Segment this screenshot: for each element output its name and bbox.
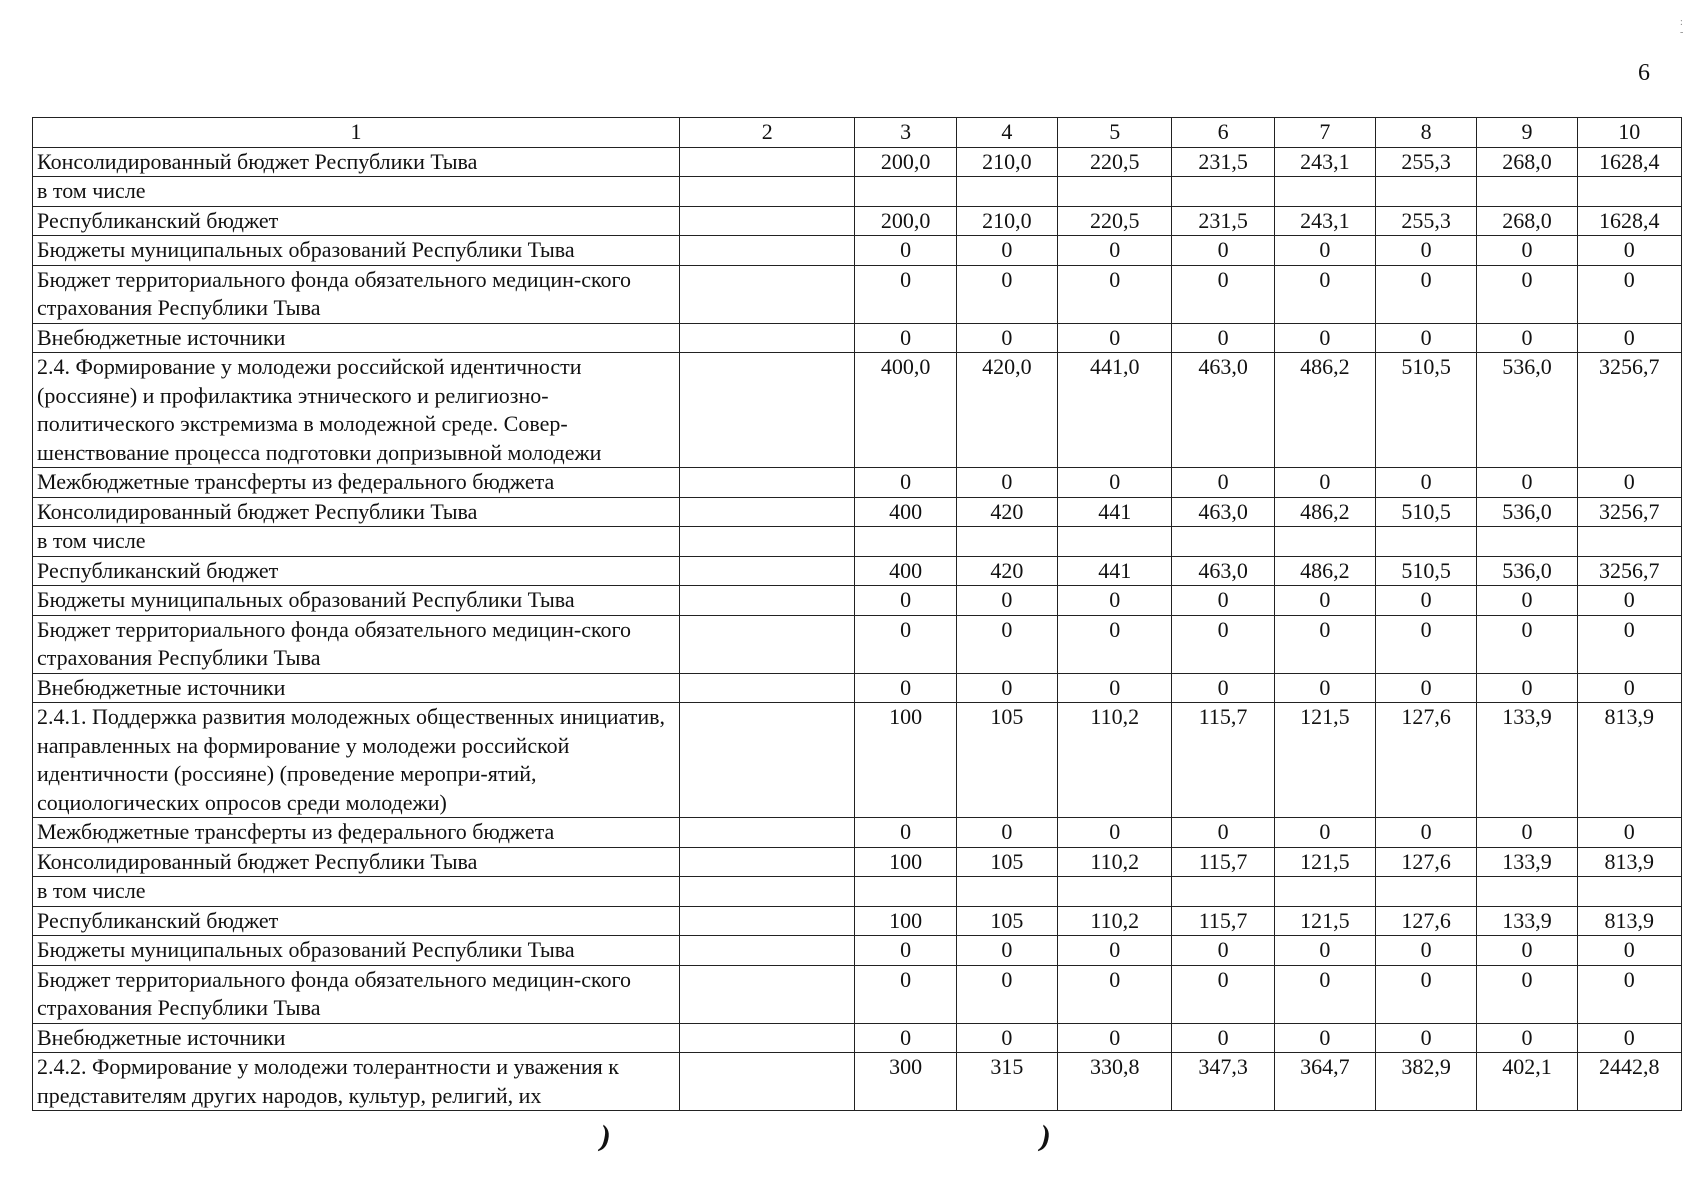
value-cell: 300 xyxy=(855,1053,956,1111)
value-cell: 0 xyxy=(1376,965,1477,1023)
value-cell: 0 xyxy=(1577,818,1681,848)
budget-table xyxy=(32,117,1682,1111)
value-cell: 0 xyxy=(1058,1023,1172,1053)
value-cell: 2442,8 xyxy=(1577,1053,1681,1111)
row-label: в том числе xyxy=(33,527,680,557)
value-cell xyxy=(1477,177,1577,207)
value-cell xyxy=(1376,877,1477,907)
executor-cell xyxy=(679,236,855,266)
header-cell: 9 xyxy=(1477,118,1577,148)
value-cell: 115,7 xyxy=(1172,703,1274,818)
value-cell: 0 xyxy=(1477,1023,1577,1053)
scan-mark-right: ) xyxy=(1036,1119,1054,1154)
header-cell: 8 xyxy=(1376,118,1477,148)
value-cell: 115,7 xyxy=(1172,906,1274,936)
header-cell: 1 xyxy=(33,118,680,148)
value-cell: 0 xyxy=(1274,236,1375,266)
value-cell: 0 xyxy=(1477,586,1577,616)
row-label: Консолидированный бюджет Республики Тыва xyxy=(33,147,680,177)
value-cell: 0 xyxy=(1172,236,1274,266)
table-row xyxy=(33,265,1682,323)
value-cell: 441 xyxy=(1058,497,1172,527)
table-row xyxy=(33,877,1682,907)
row-label: в том числе xyxy=(33,177,680,207)
table-row xyxy=(33,818,1682,848)
value-cell: 0 xyxy=(956,586,1057,616)
value-cell: 0 xyxy=(1577,468,1681,498)
value-cell: 0 xyxy=(1058,673,1172,703)
value-cell: 0 xyxy=(1577,323,1681,353)
value-cell: 133,9 xyxy=(1477,906,1577,936)
executor-cell xyxy=(679,468,855,498)
value-cell xyxy=(1274,177,1375,207)
value-cell: 0 xyxy=(1376,468,1477,498)
executor-cell xyxy=(679,323,855,353)
value-cell: 813,9 xyxy=(1577,906,1681,936)
value-cell: 402,1 xyxy=(1477,1053,1577,1111)
row-label: Бюджеты муниципальных образований Республики Тыва xyxy=(33,236,680,266)
header-cell: 2 xyxy=(679,118,855,148)
value-cell: 127,6 xyxy=(1376,906,1477,936)
row-label: Бюджет территориального фонда обязательного медицин-ского страхования Республики Тыва xyxy=(33,265,680,323)
value-cell: 0 xyxy=(855,615,956,673)
table-row xyxy=(33,147,1682,177)
value-cell: 115,7 xyxy=(1172,847,1274,877)
page-number: 6 xyxy=(1638,60,1650,86)
value-cell: 315 xyxy=(956,1053,1057,1111)
value-cell xyxy=(1172,177,1274,207)
value-cell xyxy=(1274,527,1375,557)
value-cell: 0 xyxy=(1274,673,1375,703)
value-cell: 420,0 xyxy=(956,353,1057,468)
scan-mark-left: ) xyxy=(596,1119,614,1154)
value-cell: 0 xyxy=(1577,965,1681,1023)
value-cell: 231,5 xyxy=(1172,206,1274,236)
executor-cell xyxy=(679,703,855,818)
value-cell: 0 xyxy=(855,936,956,966)
header-cell: 10 xyxy=(1577,118,1681,148)
value-cell: 0 xyxy=(956,323,1057,353)
table-row xyxy=(33,673,1682,703)
value-cell: 0 xyxy=(1172,818,1274,848)
value-cell: 0 xyxy=(1477,236,1577,266)
value-cell: 0 xyxy=(1172,323,1274,353)
table-row xyxy=(33,177,1682,207)
value-cell: 0 xyxy=(1172,265,1274,323)
value-cell: 0 xyxy=(1376,673,1477,703)
value-cell xyxy=(1274,877,1375,907)
value-cell: 0 xyxy=(1376,1023,1477,1053)
value-cell xyxy=(1376,177,1477,207)
executor-cell xyxy=(679,527,855,557)
table-row xyxy=(33,468,1682,498)
value-cell xyxy=(956,527,1057,557)
value-cell: 255,3 xyxy=(1376,206,1477,236)
row-label: Внебюджетные источники xyxy=(33,323,680,353)
value-cell: 220,5 xyxy=(1058,206,1172,236)
value-cell: 200,0 xyxy=(855,206,956,236)
value-cell: 0 xyxy=(1274,586,1375,616)
value-cell: 3256,7 xyxy=(1577,497,1681,527)
value-cell: 813,9 xyxy=(1577,703,1681,818)
value-cell: 441,0 xyxy=(1058,353,1172,468)
value-cell xyxy=(956,177,1057,207)
value-cell: 510,5 xyxy=(1376,556,1477,586)
value-cell: 121,5 xyxy=(1274,906,1375,936)
value-cell: 0 xyxy=(1274,615,1375,673)
value-cell: 220,5 xyxy=(1058,147,1172,177)
value-cell: 0 xyxy=(956,615,1057,673)
table-row xyxy=(33,556,1682,586)
value-cell: 0 xyxy=(1376,615,1477,673)
executor-cell xyxy=(679,847,855,877)
value-cell: 0 xyxy=(855,236,956,266)
value-cell: 536,0 xyxy=(1477,497,1577,527)
value-cell: 486,2 xyxy=(1274,497,1375,527)
executor-cell xyxy=(679,673,855,703)
value-cell xyxy=(855,527,956,557)
header-row xyxy=(33,118,1682,148)
value-cell: 536,0 xyxy=(1477,353,1577,468)
value-cell: 0 xyxy=(1376,265,1477,323)
table-row xyxy=(33,1023,1682,1053)
table-row xyxy=(33,615,1682,673)
value-cell: 0 xyxy=(1058,586,1172,616)
value-cell: 510,5 xyxy=(1376,497,1477,527)
row-label: Бюджеты муниципальных образований Республики Тыва xyxy=(33,936,680,966)
value-cell: 1628,4 xyxy=(1577,206,1681,236)
header-cell: 4 xyxy=(956,118,1057,148)
value-cell xyxy=(1376,527,1477,557)
value-cell: 121,5 xyxy=(1274,703,1375,818)
value-cell: 0 xyxy=(1577,615,1681,673)
value-cell: 0 xyxy=(1058,936,1172,966)
value-cell: 0 xyxy=(956,673,1057,703)
value-cell xyxy=(1058,877,1172,907)
row-label: Бюджет территориального фонда обязательного медицин-ского страхования Республики Тыва xyxy=(33,965,680,1023)
value-cell: 255,3 xyxy=(1376,147,1477,177)
value-cell: 0 xyxy=(1058,468,1172,498)
value-cell: 0 xyxy=(1172,468,1274,498)
value-cell: 0 xyxy=(1577,936,1681,966)
table-row xyxy=(33,353,1682,468)
value-cell: 0 xyxy=(956,936,1057,966)
value-cell xyxy=(1172,527,1274,557)
value-cell: 0 xyxy=(1058,236,1172,266)
value-cell: 0 xyxy=(1172,1023,1274,1053)
value-cell: 0 xyxy=(1376,323,1477,353)
value-cell: 105 xyxy=(956,906,1057,936)
executor-cell xyxy=(679,1053,855,1111)
value-cell: 3256,7 xyxy=(1577,353,1681,468)
value-cell: 0 xyxy=(1477,265,1577,323)
row-label: Бюджеты муниципальных образований Республики Тыва xyxy=(33,586,680,616)
value-cell: 400 xyxy=(855,556,956,586)
value-cell: 0 xyxy=(956,265,1057,323)
value-cell: 400 xyxy=(855,497,956,527)
value-cell: 110,2 xyxy=(1058,906,1172,936)
value-cell: 0 xyxy=(1058,818,1172,848)
table-row xyxy=(33,703,1682,818)
table-row xyxy=(33,323,1682,353)
row-label: в том числе xyxy=(33,877,680,907)
value-cell: 0 xyxy=(956,965,1057,1023)
value-cell xyxy=(1577,177,1681,207)
value-cell: 0 xyxy=(1376,936,1477,966)
table-row xyxy=(33,906,1682,936)
value-cell: 347,3 xyxy=(1172,1053,1274,1111)
value-cell: 330,8 xyxy=(1058,1053,1172,1111)
value-cell: 0 xyxy=(956,818,1057,848)
value-cell: 231,5 xyxy=(1172,147,1274,177)
value-cell: 133,9 xyxy=(1477,847,1577,877)
value-cell: 0 xyxy=(1274,936,1375,966)
value-cell xyxy=(855,177,956,207)
value-cell: 0 xyxy=(1172,965,1274,1023)
header-cell: 3 xyxy=(855,118,956,148)
table-row xyxy=(33,936,1682,966)
value-cell: 0 xyxy=(1477,818,1577,848)
executor-cell xyxy=(679,615,855,673)
table-row xyxy=(33,965,1682,1023)
value-cell: 0 xyxy=(855,323,956,353)
executor-cell xyxy=(679,497,855,527)
value-cell: 133,9 xyxy=(1477,703,1577,818)
value-cell: 0 xyxy=(1058,965,1172,1023)
value-cell: 243,1 xyxy=(1274,147,1375,177)
value-cell xyxy=(855,877,956,907)
row-label: Республиканский бюджет xyxy=(33,206,680,236)
value-cell: 0 xyxy=(1577,265,1681,323)
value-cell: 0 xyxy=(1376,236,1477,266)
row-label: Консолидированный бюджет Республики Тыва xyxy=(33,847,680,877)
header-cell: 6 xyxy=(1172,118,1274,148)
value-cell: 0 xyxy=(1058,615,1172,673)
executor-cell xyxy=(679,556,855,586)
row-label: Внебюджетные источники xyxy=(33,673,680,703)
value-cell: 441 xyxy=(1058,556,1172,586)
value-cell: 200,0 xyxy=(855,147,956,177)
value-cell: 210,0 xyxy=(956,206,1057,236)
value-cell: 0 xyxy=(1477,965,1577,1023)
table-row xyxy=(33,236,1682,266)
header-cell: 7 xyxy=(1274,118,1375,148)
value-cell: 0 xyxy=(1172,615,1274,673)
header-cell: 5 xyxy=(1058,118,1172,148)
value-cell: 0 xyxy=(1477,323,1577,353)
value-cell: 110,2 xyxy=(1058,847,1172,877)
row-label: Межбюджетные трансферты из федерального бюджета xyxy=(33,818,680,848)
value-cell: 210,0 xyxy=(956,147,1057,177)
row-label: Консолидированный бюджет Республики Тыва xyxy=(33,497,680,527)
table-row xyxy=(33,527,1682,557)
executor-cell xyxy=(679,206,855,236)
value-cell: 420 xyxy=(956,497,1057,527)
value-cell: 268,0 xyxy=(1477,206,1577,236)
value-cell: 486,2 xyxy=(1274,556,1375,586)
value-cell: 0 xyxy=(1477,468,1577,498)
value-cell: 127,6 xyxy=(1376,847,1477,877)
executor-cell xyxy=(679,936,855,966)
value-cell: 105 xyxy=(956,847,1057,877)
executor-cell xyxy=(679,877,855,907)
table-row xyxy=(33,1053,1682,1111)
value-cell: 463,0 xyxy=(1172,497,1274,527)
value-cell: 0 xyxy=(1376,586,1477,616)
value-cell: 105 xyxy=(956,703,1057,818)
value-cell: 0 xyxy=(956,236,1057,266)
value-cell: 420 xyxy=(956,556,1057,586)
executor-cell xyxy=(679,965,855,1023)
value-cell: 0 xyxy=(1577,673,1681,703)
row-label: 2.4.1. Поддержка развития молодежных общественных инициатив, направленных на формирование у молодежи российской идентичности (россияне) (проведение меропри-ятий, социологических опросов среди молодежи) xyxy=(33,703,680,818)
value-cell: 0 xyxy=(1274,965,1375,1023)
value-cell: 0 xyxy=(855,1023,956,1053)
value-cell xyxy=(1477,877,1577,907)
row-label: Республиканский бюджет xyxy=(33,556,680,586)
value-cell: 463,0 xyxy=(1172,353,1274,468)
value-cell: 0 xyxy=(1058,323,1172,353)
executor-cell xyxy=(679,818,855,848)
value-cell: 110,2 xyxy=(1058,703,1172,818)
value-cell: 0 xyxy=(855,265,956,323)
value-cell: 0 xyxy=(1477,615,1577,673)
value-cell xyxy=(1058,177,1172,207)
value-cell: 0 xyxy=(1172,673,1274,703)
executor-cell xyxy=(679,1023,855,1053)
value-cell: 0 xyxy=(1274,818,1375,848)
value-cell: 0 xyxy=(1274,1023,1375,1053)
row-label: 2.4. Формирование у молодежи российской идентичности (россияне) и профилактика этнического и религиозно-политического экстремизма в молодежной среде. Совер-шенствование процесса подготовки допризывной молодежи xyxy=(33,353,680,468)
value-cell: 0 xyxy=(1058,265,1172,323)
value-cell: 0 xyxy=(1274,468,1375,498)
executor-cell xyxy=(679,586,855,616)
value-cell: 0 xyxy=(1172,936,1274,966)
value-cell: 1628,4 xyxy=(1577,147,1681,177)
value-cell xyxy=(1477,527,1577,557)
value-cell: 510,5 xyxy=(1376,353,1477,468)
value-cell: 0 xyxy=(1577,586,1681,616)
corner-scan-mark: : - xyxy=(1680,17,1684,38)
table-row xyxy=(33,847,1682,877)
value-cell: 0 xyxy=(1577,236,1681,266)
value-cell: 0 xyxy=(1172,586,1274,616)
value-cell: 100 xyxy=(855,703,956,818)
value-cell: 0 xyxy=(855,586,956,616)
value-cell xyxy=(1172,877,1274,907)
value-cell: 536,0 xyxy=(1477,556,1577,586)
row-label: Межбюджетные трансферты из федерального бюджета xyxy=(33,468,680,498)
value-cell: 0 xyxy=(855,673,956,703)
executor-cell xyxy=(679,265,855,323)
value-cell: 813,9 xyxy=(1577,847,1681,877)
row-label: Республиканский бюджет xyxy=(33,906,680,936)
value-cell: 463,0 xyxy=(1172,556,1274,586)
value-cell: 486,2 xyxy=(1274,353,1375,468)
value-cell: 0 xyxy=(1477,673,1577,703)
row-label: Внебюджетные источники xyxy=(33,1023,680,1053)
executor-cell xyxy=(679,147,855,177)
table-row xyxy=(33,497,1682,527)
value-cell xyxy=(1058,527,1172,557)
table-row xyxy=(33,586,1682,616)
value-cell: 400,0 xyxy=(855,353,956,468)
value-cell: 100 xyxy=(855,847,956,877)
value-cell: 121,5 xyxy=(1274,847,1375,877)
executor-cell xyxy=(679,906,855,936)
executor-cell xyxy=(679,353,855,468)
table-row xyxy=(33,206,1682,236)
executor-cell xyxy=(679,177,855,207)
value-cell: 0 xyxy=(855,468,956,498)
value-cell: 127,6 xyxy=(1376,703,1477,818)
value-cell: 0 xyxy=(855,965,956,1023)
value-cell: 0 xyxy=(956,1023,1057,1053)
value-cell: 0 xyxy=(956,468,1057,498)
value-cell xyxy=(956,877,1057,907)
value-cell: 364,7 xyxy=(1274,1053,1375,1111)
value-cell: 3256,7 xyxy=(1577,556,1681,586)
value-cell: 382,9 xyxy=(1376,1053,1477,1111)
row-label: Бюджет территориального фонда обязательного медицин-ского страхования Республики Тыва xyxy=(33,615,680,673)
value-cell: 0 xyxy=(1577,1023,1681,1053)
value-cell: 100 xyxy=(855,906,956,936)
value-cell: 0 xyxy=(1477,936,1577,966)
value-cell: 268,0 xyxy=(1477,147,1577,177)
value-cell xyxy=(1577,877,1681,907)
value-cell: 0 xyxy=(1274,265,1375,323)
value-cell xyxy=(1577,527,1681,557)
row-label: 2.4.2. Формирование у молодежи толерантности и уважения к представителям других народов, культур, религий, их xyxy=(33,1053,680,1111)
value-cell: 0 xyxy=(855,818,956,848)
value-cell: 0 xyxy=(1274,323,1375,353)
value-cell: 243,1 xyxy=(1274,206,1375,236)
value-cell: 0 xyxy=(1376,818,1477,848)
